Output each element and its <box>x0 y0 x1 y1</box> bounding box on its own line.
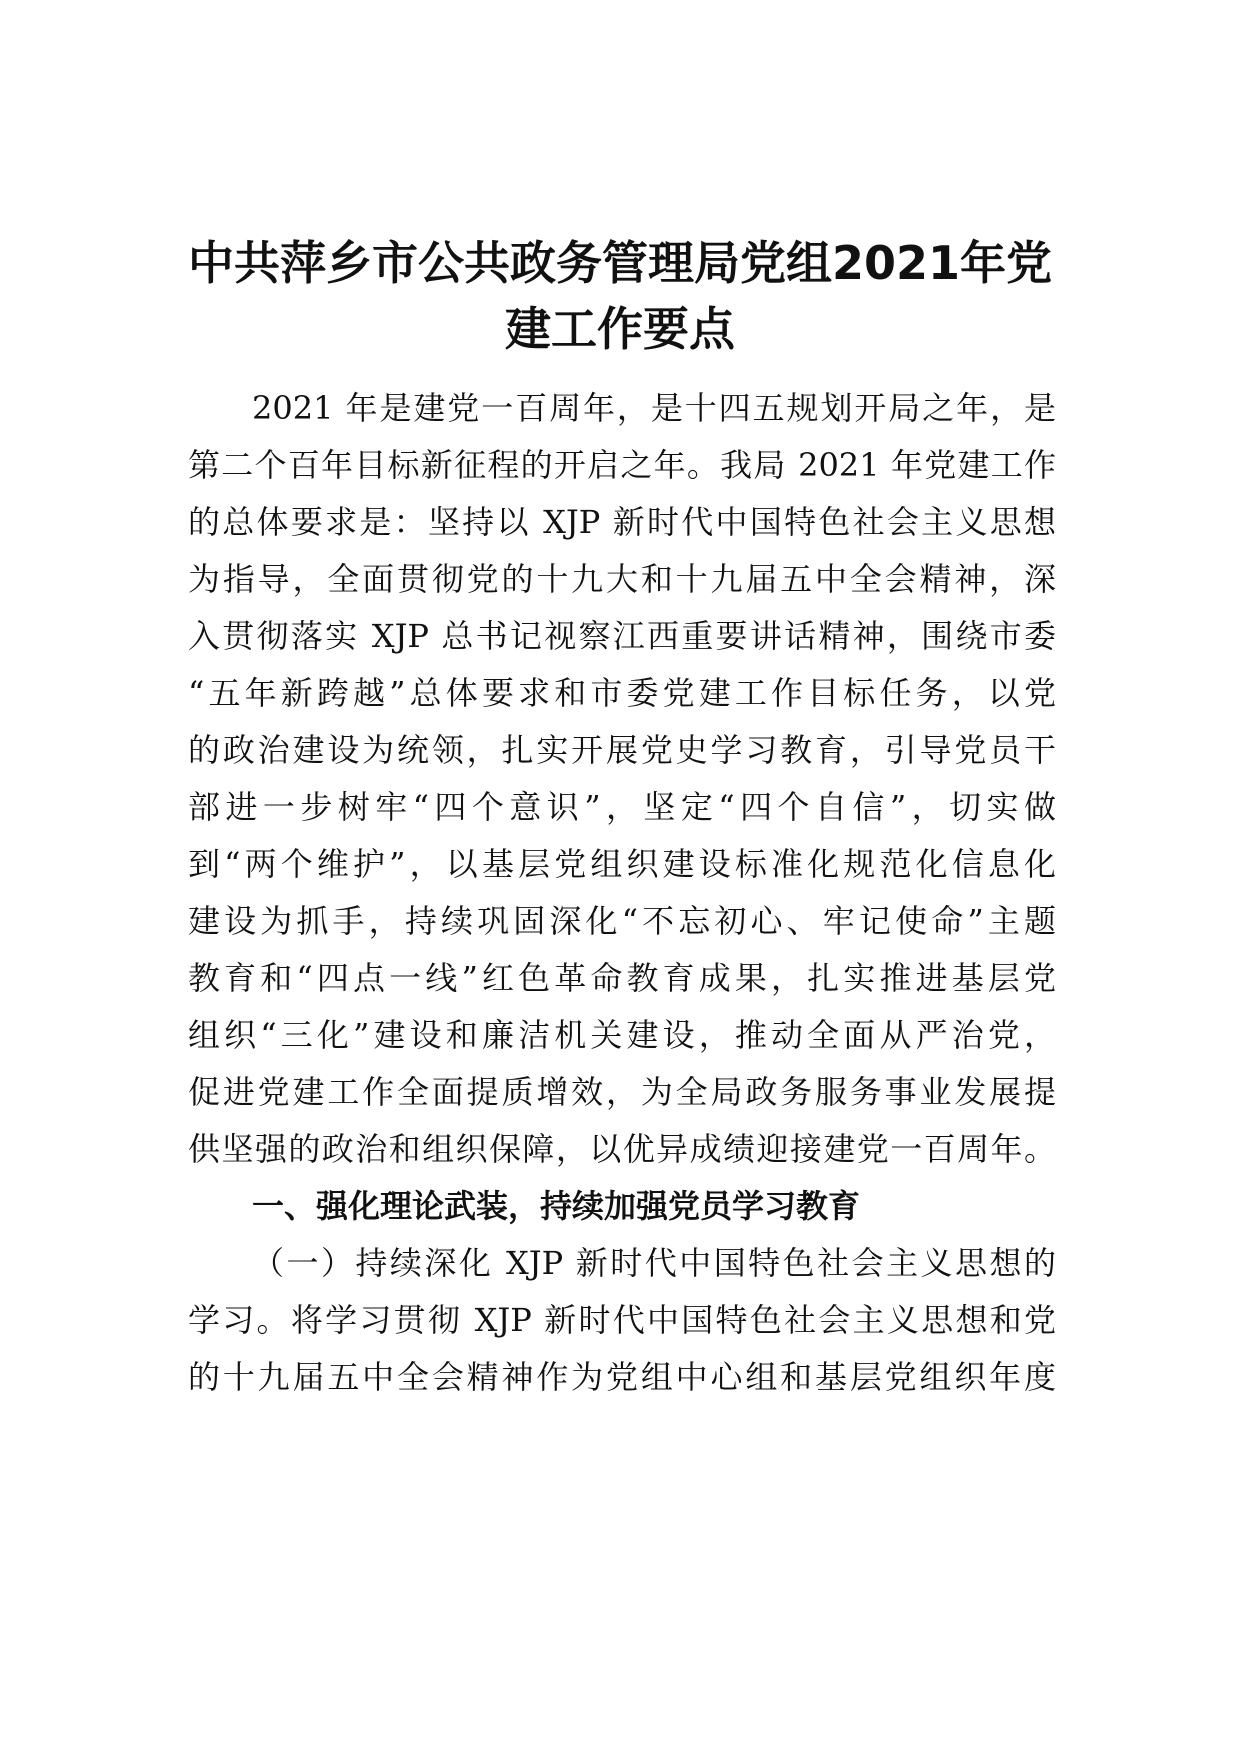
section-item-line: 的十九届五中全会精神作为党组中心组和基层党组织年度 <box>188 1358 1056 1396</box>
intro-paragraph-line: 到“两个维护”，以基层党组织建设标准化规范化信息化 <box>188 845 1056 883</box>
intro-paragraph-line: 2021 年是建党一百周年，是十四五规划开局之年，是 <box>252 389 1056 427</box>
section-item-line: 学习。将学习贯彻 XJP 新时代中国特色社会主义思想和党 <box>188 1301 1056 1339</box>
intro-paragraph-line: 供坚强的政治和组织保障，以优异成绩迎接建党一百周年。 <box>188 1130 1056 1168</box>
intro-paragraph-line: 建设为抓手，持续巩固深化“不忘初心、牢记使命”主题 <box>188 902 1056 940</box>
section-heading: 一、强化理论武装，持续加强党员学习教育 <box>252 1187 861 1225</box>
intro-paragraph-line: 的总体要求是：坚持以 XJP 新时代中国特色社会主义思想 <box>188 503 1056 541</box>
intro-paragraph-line: 教育和“四点一线”红色革命教育成果，扎实推进基层党 <box>188 959 1056 997</box>
intro-paragraph-line: 部进一步树牢“四个意识”，坚定“四个自信”，切实做 <box>188 788 1056 826</box>
section-item-line: （一）持续深化 XJP 新时代中国特色社会主义思想的 <box>252 1244 1056 1282</box>
intro-paragraph-line: 的政治建设为统领，扎实开展党史学习教育，引导党员干 <box>188 731 1056 769</box>
intro-paragraph-line: 组织“三化”建设和廉洁机关建设，推动全面从严治党， <box>188 1016 1056 1054</box>
document-title-line-1: 中共萍乡市公共政务管理局党组2021年党 <box>187 236 1053 290</box>
document-title-line-2: 建工作要点 <box>505 302 735 356</box>
intro-paragraph-line: 第二个百年目标新征程的开启之年。我局 2021 年党建工作 <box>188 446 1056 484</box>
intro-paragraph-line: 为指导，全面贯彻党的十九大和十九届五中全会精神，深 <box>188 560 1056 598</box>
intro-paragraph-line: 促进党建工作全面提质增效，为全局政务服务事业发展提 <box>188 1073 1056 1111</box>
intro-paragraph-line: 入贯彻落实 XJP 总书记视察江西重要讲话精神，围绕市委 <box>188 617 1056 655</box>
intro-paragraph-line: “五年新跨越”总体要求和市委党建工作目标任务，以党 <box>188 674 1056 712</box>
